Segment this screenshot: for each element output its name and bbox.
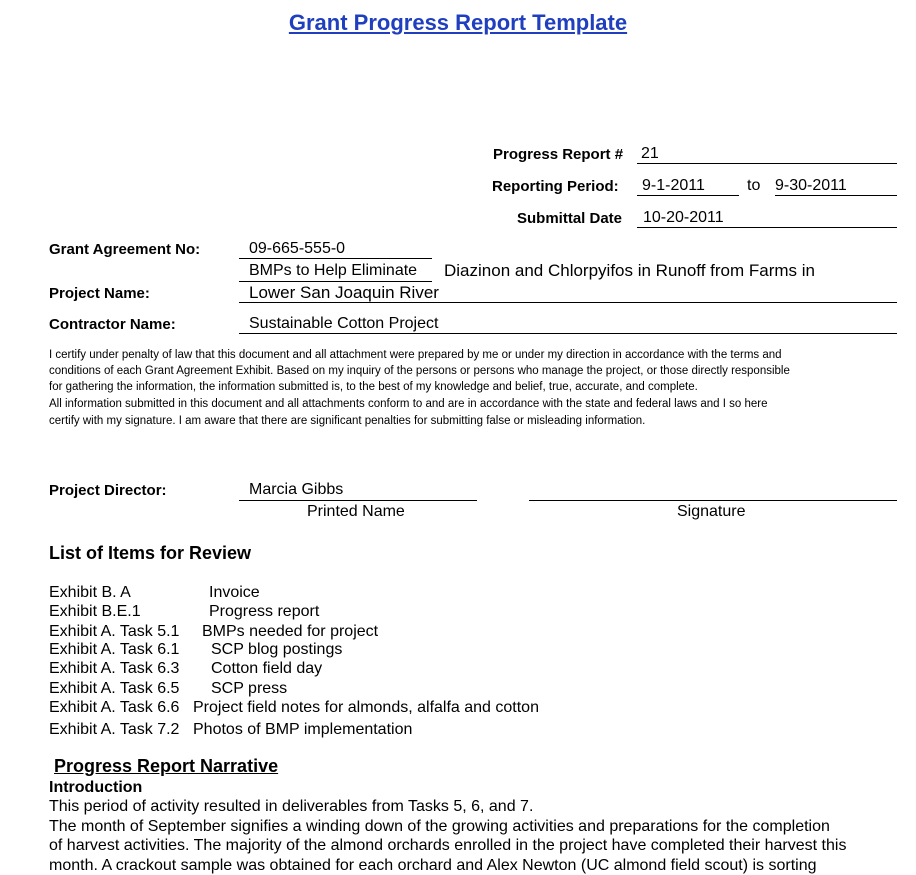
progress-report-value: 21 [641,145,659,162]
contractor-name-line [239,333,897,334]
project-name-line2: Lower San Joaquin River [249,283,439,302]
review-item-desc: Project field notes for almonds, alfalfa and cotton [193,699,539,716]
progress-report-line [637,163,897,164]
grant-agreement-label: Grant Agreement No: [49,241,201,258]
contractor-name-value: Sustainable Cotton Project [249,315,439,332]
period-start-line [637,195,739,196]
review-item-desc: Progress report [209,603,320,620]
review-item-desc: SCP press [211,680,288,697]
grant-agreement-value: 09-665-555-0 [249,240,346,257]
certification-line: certify with my signature. I am aware that there are significant penalties for submitting false or misleading information. [49,415,646,427]
period-end-line [775,195,897,196]
period-start-value: 9-1-2011 [642,177,705,194]
review-item-desc: Photos of BMP implementation [193,721,413,738]
reporting-period-label: Reporting Period: [492,178,619,195]
page-title: Grant Progress Report Template [288,10,628,35]
signature-caption: Signature [677,503,746,520]
submittal-date-value: 10-20-2011 [643,209,724,226]
submittal-date-line [637,227,897,228]
project-name-line1b: Diazinon and Chlorpyifos in Runoff from Farms in [444,261,816,280]
review-item-exhibit: Exhibit A. Task 5.1 [49,623,180,640]
project-director-label: Project Director: [49,482,167,499]
project-name-line1a: BMPs to Help Eliminate [249,262,418,279]
certification-line: for gathering the information, the information submitted is, to the best of my knowledge and belief, true, accurate, and complete. [49,381,698,393]
project-name-divider [239,281,432,282]
project-name-label: Project Name: [49,285,150,302]
narrative-line: month. A crackout sample was obtained for each orchard and Alex Newton (UC almond field scout) is sorting [49,857,817,874]
submittal-date-label: Submittal Date [517,210,623,227]
project-director-name: Marcia Gibbs [249,481,344,498]
review-heading: List of Items for Review [49,543,252,563]
project-name-line [239,302,897,303]
printed-name-caption: Printed Name [307,503,405,520]
review-item-exhibit: Exhibit B. A [49,584,131,601]
review-item-desc: Invoice [209,584,260,601]
printed-name-line [239,500,477,501]
review-item-desc: BMPs needed for project [202,623,379,640]
review-item-exhibit: Exhibit B.E.1 [49,603,141,620]
grant-agreement-line [239,258,432,259]
certification-line: I certify under penalty of law that this document and all attachment were prepared by me or under my direction in accordance with the terms and [49,349,782,361]
introduction-heading: Introduction [49,779,143,796]
narrative-line: The month of September signifies a winding down of the growing activities and preparations for the completion [49,818,830,835]
narrative-heading: Progress Report Narrative [54,756,279,776]
narrative-line: This period of activity resulted in deliverables from Tasks 5, 6, and 7. [49,798,534,815]
progress-report-label: Progress Report # [493,146,624,163]
certification-line: All information submitted in this document and all attachments conform to and are in accordance with the state and federal laws and I so here [49,398,768,410]
review-item-exhibit: Exhibit A. Task 6.3 [49,660,180,677]
review-item-exhibit: Exhibit A. Task 7.2 [49,721,180,738]
review-item-exhibit: Exhibit A. Task 6.6 [49,699,180,716]
review-item-desc: Cotton field day [211,660,323,677]
period-end-value: 9-30-2011 [775,177,847,194]
review-item-exhibit: Exhibit A. Task 6.1 [49,641,180,658]
signature-line [529,500,897,501]
narrative-line: of harvest activities. The majority of the almond orchards enrolled in the project have completed their harvest this [49,837,847,854]
certification-line: conditions of each Grant Agreement Exhibit. Based on my inquiry of the persons or persons who manage the project, or those directly responsible [49,365,790,377]
contractor-name-label: Contractor Name: [49,316,176,333]
review-item-desc: SCP blog postings [211,641,343,658]
period-to-text: to [747,177,761,194]
review-item-exhibit: Exhibit A. Task 6.5 [49,680,180,697]
